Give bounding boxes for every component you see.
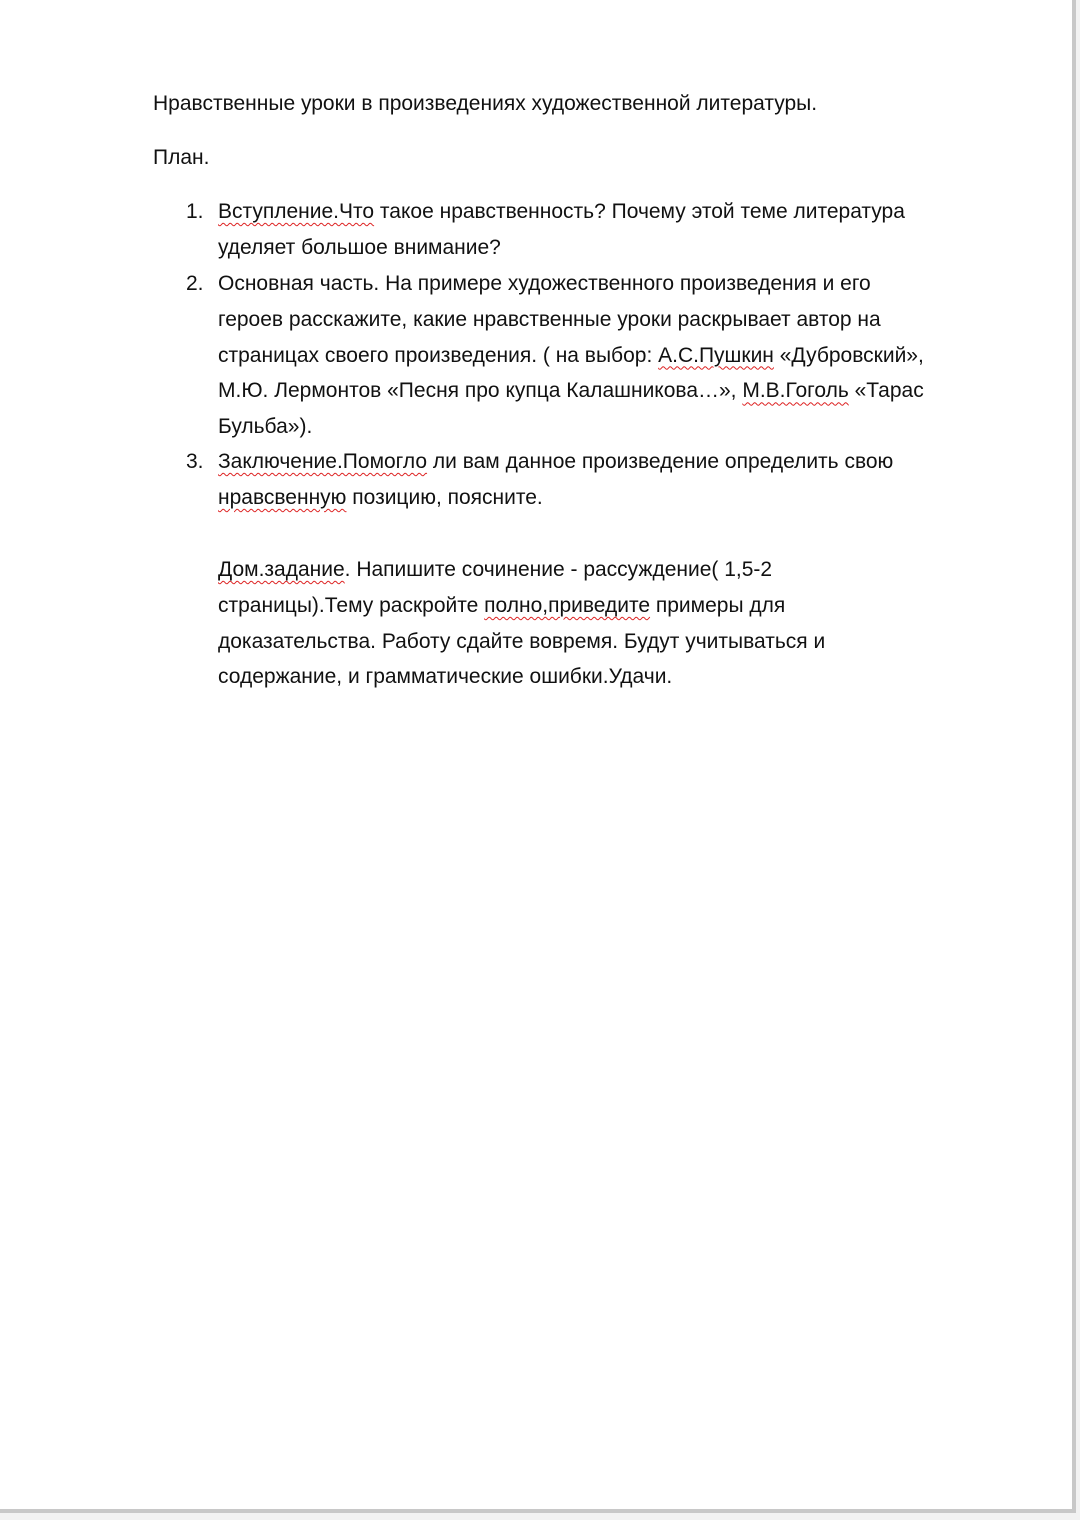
text-line: [218, 308, 881, 332]
text-segment: уделяет большое внимание?: [218, 235, 501, 259]
text-segment: такое нравственность? Почему этой теме литература: [374, 200, 905, 223]
text-line: [218, 344, 924, 368]
text-segment: страницах своего произведения. ( на выбор:: [218, 343, 659, 367]
text-line: [218, 594, 785, 618]
text-line: [218, 272, 871, 296]
text-segment: содержание, и грамматические ошибки.Удачи.: [218, 665, 673, 689]
text-segment: героев расскажите, какие нравственные уроки раскрывает автор на: [218, 307, 881, 331]
misspelled-word: Заключение.Помогло: [218, 450, 428, 473]
text-line: [218, 415, 312, 439]
text-segment: М.Ю. Лермонтов «Песня про купца Калашникова…»,: [218, 379, 743, 403]
misspelled-word: полно,приведите: [484, 593, 651, 617]
text-line: [218, 379, 924, 403]
text-line: [218, 236, 501, 260]
plan-heading: План.: [153, 146, 210, 169]
misspelled-word: Вступление.Что: [218, 200, 375, 223]
text-segment: Основная часть. На примере художественного произведения и его: [218, 272, 871, 295]
text-line: [218, 630, 825, 654]
text-segment: позицию, поясните.: [346, 485, 543, 509]
text-line: [218, 486, 543, 510]
text-segment: «Дубровский»,: [773, 343, 924, 367]
text-segment: доказательства. Работу сдайте вовремя. Будут учитываться и: [218, 629, 826, 653]
misspelled-word: М.В.Гоголь: [742, 379, 849, 403]
text-segment: Бульба»).: [218, 415, 313, 439]
misspelled-word: А.С.Пушкин: [658, 343, 774, 367]
misspelled-word: нравсвенную: [218, 485, 347, 509]
text-segment: страницы).Тему раскройте: [218, 593, 485, 617]
text-line: [218, 665, 672, 689]
list-number: 2.: [186, 272, 204, 295]
text-line: [218, 558, 772, 582]
document-title: Нравственные уроки в произведениях художественной литературы.: [153, 92, 818, 115]
list-number: 1.: [186, 200, 204, 223]
text-segment: примеры для: [650, 593, 786, 617]
misspelled-word: Дом.задание: [218, 558, 345, 581]
text-segment: «Тарас: [848, 379, 924, 403]
text-line: [218, 200, 905, 224]
text-segment: . Напишите сочинение - рассуждение( 1,5-2: [344, 558, 773, 581]
text-line: [218, 450, 893, 474]
list-number: 3.: [186, 450, 204, 473]
text-segment: ли вам данное произведение определить свою: [427, 450, 894, 473]
